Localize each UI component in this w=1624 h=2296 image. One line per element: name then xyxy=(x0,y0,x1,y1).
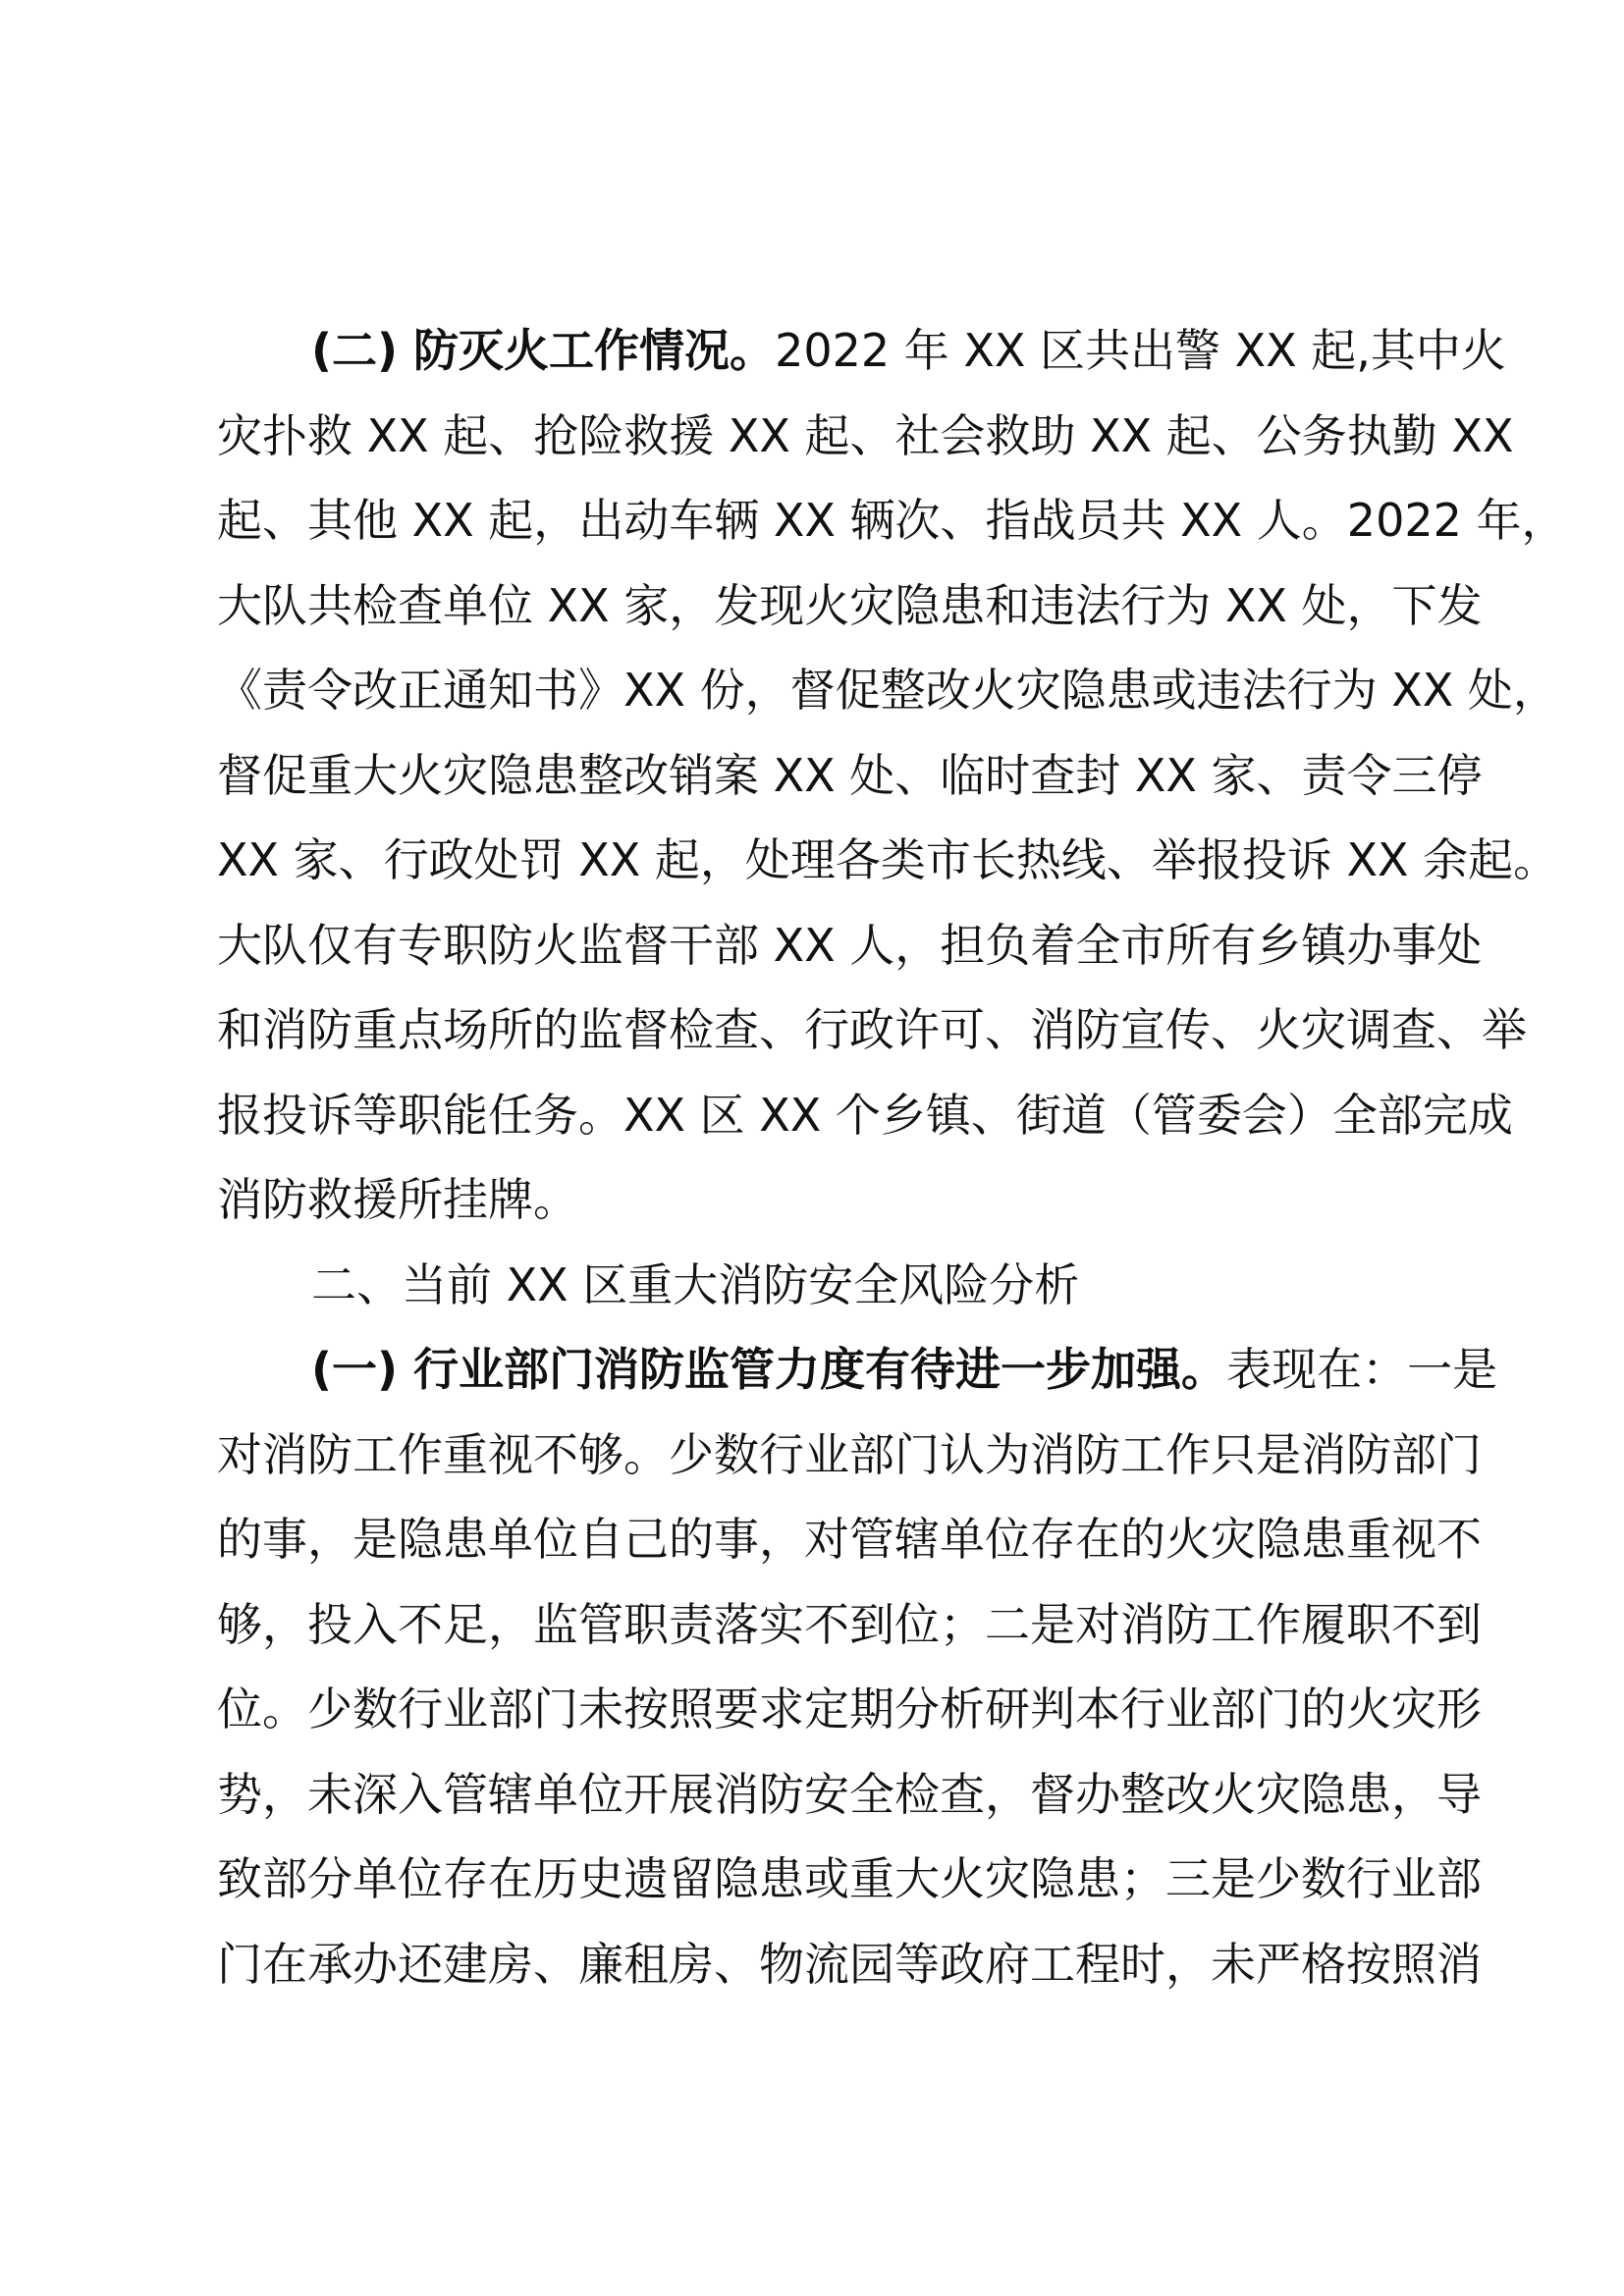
line-text: 致部分单位存在历史遗留隐患或重大火灾隐患；三是少数行业部 xyxy=(217,1852,1482,1905)
text-line xyxy=(217,1582,1482,1668)
text-line xyxy=(217,1752,1482,1838)
text-line xyxy=(217,903,1483,988)
line-text: 《责令改正通知书》XX 份，督促整改火灾隐患或违法行为 XX 处， xyxy=(217,664,1558,717)
text-line xyxy=(217,1497,1482,1582)
text-line xyxy=(217,394,1514,479)
text-line xyxy=(217,1837,1482,1922)
text-line xyxy=(217,308,1506,394)
line-text: 势，未深入管辖单位开展消防安全检查，督办整改火灾隐患，导 xyxy=(217,1767,1482,1821)
line-text: 对消防工作重视不够。少数行业部门认为消防工作只是消防部门 xyxy=(217,1427,1482,1481)
text-line xyxy=(217,1243,1429,1328)
line-text: 表现在：一是 xyxy=(1226,1343,1498,1396)
line-text: 的事，是隐患单位自己的事，对管辖单位存在的火灾隐患重视不 xyxy=(217,1513,1482,1566)
line-text: 位。少数行业部门未按照要求定期分析研判本行业部门的火灾形 xyxy=(217,1682,1482,1735)
text-line xyxy=(217,563,1483,649)
bold-heading: (一) 行业部门消防监管力度有待进一步加强。 xyxy=(311,1343,1227,1396)
text-line xyxy=(217,1073,1513,1158)
document-body xyxy=(217,308,1567,2006)
text-line xyxy=(217,1157,1429,1243)
line-text: 够，投入不足，监管职责落实不到位；二是对消防工作履职不到 xyxy=(217,1597,1482,1651)
line-text: XX 家、行政处罚 XX 起，处理各类市长热线、举报投诉 XX 余起。 xyxy=(217,833,1559,886)
text-line xyxy=(217,1922,1482,2007)
line-text: 起、其他 XX 起，出动车辆 XX 辆次、指战员共 XX 人。2022 年， xyxy=(217,494,1567,547)
line-text: 大队仅有专职防火监督干部 XX 人，担负着全市所有乡镇办事处 xyxy=(217,918,1483,972)
line-text: 门在承办还建房、廉租房、物流园等政府工程时，未严格按照消 xyxy=(217,1937,1482,1991)
line-text: 消防救援所挂牌。 xyxy=(217,1173,578,1226)
line-text: 灾扑救 XX 起、抢险救援 XX 起、社会救助 XX 起、公务执勤 XX xyxy=(217,408,1514,462)
text-line xyxy=(217,478,1567,563)
text-line xyxy=(217,648,1558,733)
line-text: 大队共检查单位 XX 家，发现火灾隐患和违法行为 XX 处，下发 xyxy=(217,578,1483,632)
text-line xyxy=(217,1667,1482,1752)
bold-heading: (二) 防灭火工作情况。 xyxy=(311,324,776,377)
line-text: 和消防重点场所的监督检查、行政许可、消防宣传、火灾调查、举 xyxy=(217,1003,1527,1056)
text-line xyxy=(217,733,1483,819)
text-line xyxy=(217,1413,1482,1498)
line-text: 2022 年 XX 区共出警 XX 起,其中火 xyxy=(775,324,1506,377)
text-line xyxy=(217,1327,1498,1413)
text-line xyxy=(217,988,1527,1073)
text-line xyxy=(217,818,1559,903)
line-text: 二、当前 XX 区重大消防安全风险分析 xyxy=(311,1257,1080,1311)
line-text: 督促重大火灾隐患整改销案 XX 处、临时查封 XX 家、责令三停 xyxy=(217,748,1483,802)
line-text: 报投诉等职能任务。XX 区 XX 个乡镇、街道（管委会）全部完成 xyxy=(217,1088,1513,1142)
